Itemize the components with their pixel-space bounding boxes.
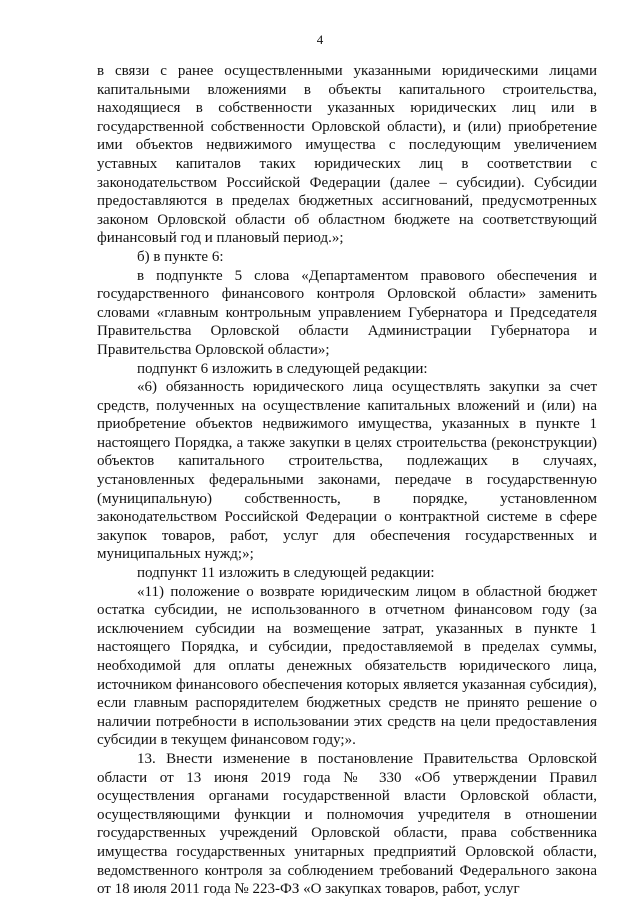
paragraph-subitem-6-intro: подпункт 6 изложить в следующей редакции:	[137, 360, 428, 377]
paragraph-item-13: 13. Внести изменение в постановление Правительства Орловской области от 13 июня 2019 года № 330 «Об утверждении Правил осуществления органами государственной власти Орловской области, осуществляющими функции и полномочия учредителя в отношении государственных учреждений Орловской области, права собственника имущества государственных унитарных предприятий Орловской области, ведомственного контроля за соблюдением требований Федерального закона от 18 июля 2011 года № 223-ФЗ «О закупках товаров, работ, услуг	[97, 750, 597, 898]
paragraph-subitem-6-text: «6) обязанность юридического лица осуществлять закупки за счет средств, полученных на осуществление капитальных вложений и (или) на приобретение объектов недвижимого имущества, указанных в пункте 1 настоящего Порядка, а также закупки в целях строительства (реконструкции) объектов капитального строительства, подлежащих в случаях, установленных федеральными законами, передаче в государственную (муниципальную) собственность, в порядке, установленном законодательством Российской Федерации о контрактной системе в сфере закупок товаров, работ, услуг для обеспечения государственных и муниципальных нужд;»;	[97, 379, 597, 563]
paragraph-subitem-11-intro: подпункт 11 изложить в следующей редакции:	[137, 565, 435, 582]
paragraph-subitem-5: в подпункте 5 слова «Департаментом правового обеспечения и государственного финансового контроля Орловской области» заменить словами «главным контрольным управлением Губернатора и Председателя Правительства Орловской области Администрации Губернатора и Правительства Орловской области»;	[97, 267, 597, 358]
paragraph-item-b: б) в пункте 6:	[137, 248, 224, 265]
paragraph-subitem-11-text: «11) положение о возврате юридическим лицом в областной бюджет остатка субсидии, не использованного в отчетном финансовом году (за исключением субсидии на возмещение затрат, указанных в пункте 1 настоящего Порядка, и субсидии, предоставляемой в пределах суммы, необходимой для оплаты денежных обязательств юридического лица, источником финансового обеспечения которых является указанная субсидия), если главным распорядителем бюджетных средств не принято решение о наличии потребности в использовании этих средств на цели предоставления субсидии в текущем финансовом году;».	[97, 583, 597, 749]
paragraph-subsidy-definition: в связи с ранее осуществленными указанными юридическими лицами капитальными вложениями в объекты капитального строительства, находящиеся в собственности указанных юридических лиц или в государственной собственности Орловской области), и (или) приобретение ими объектов недвижимого имущества с последующим увеличением уставных капиталов таких юридических лиц в соответствии с законодательством Российской Федерации (далее – субсидии). Субсидии предоставляются в пределах бюджетных ассигнований, предусмотренных законом Орловской области об областном бюджете на соответствующий финансовый год и плановый период.»;	[97, 63, 597, 247]
document-body	[97, 62, 597, 899]
page-number: 4	[316, 32, 324, 47]
